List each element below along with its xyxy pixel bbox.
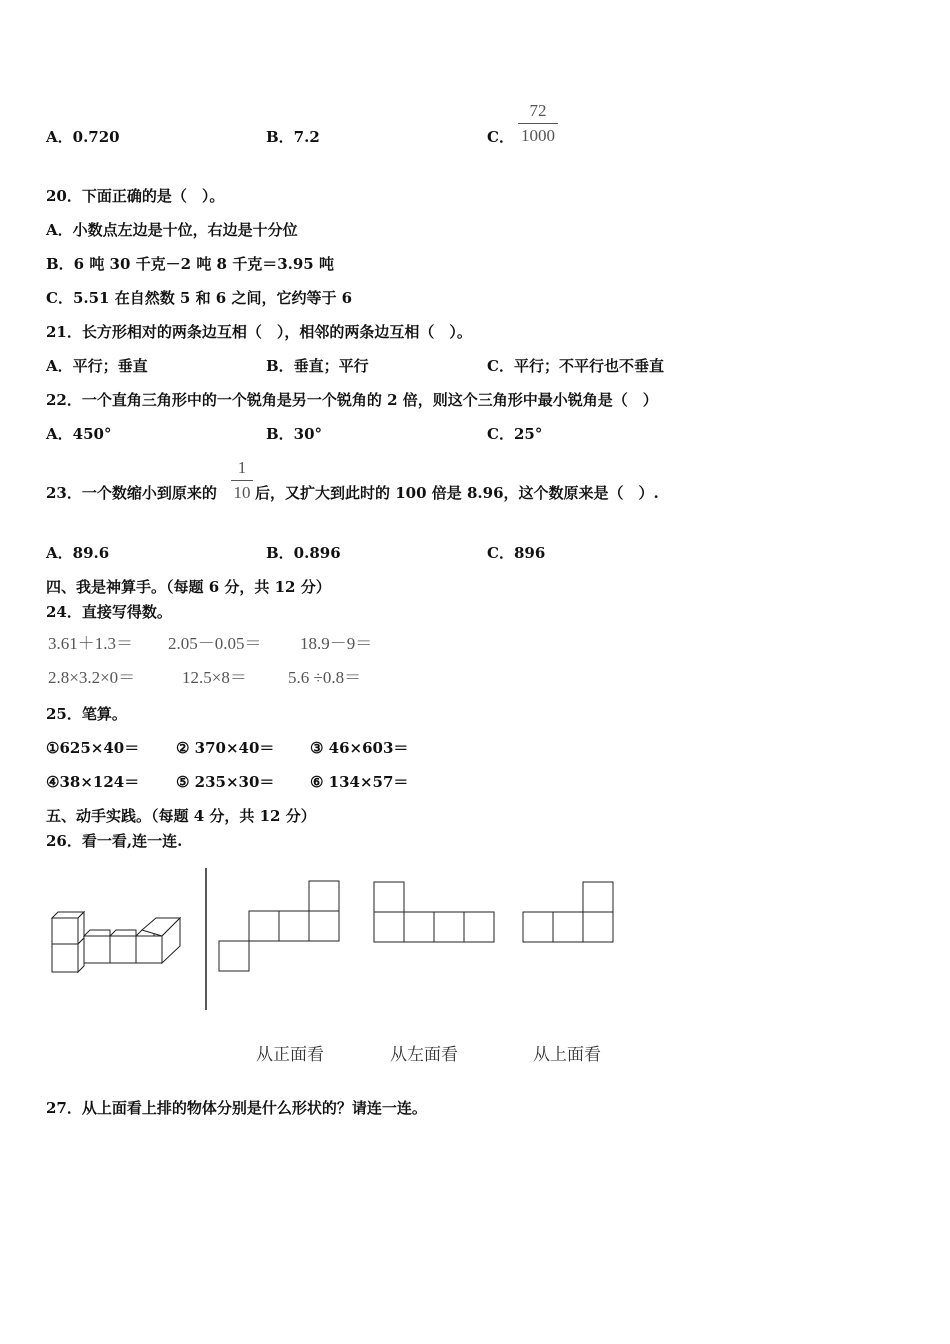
q20-stem: 20．下面正确的是（ ）。: [46, 187, 225, 205]
q22-stem: 22．一个直角三角形中的一个锐角是另一个锐角的 2 倍，则这个三角形中最小锐角是（ ）: [46, 391, 658, 409]
q23-fraction-numerator: 1: [237, 458, 247, 477]
q19-fraction: [518, 101, 558, 146]
q23-fraction-denominator: 10: [233, 483, 251, 502]
q23-option-c: C．896: [487, 544, 546, 562]
square: [309, 881, 339, 911]
q25-item-3: ③ 46×603＝: [310, 739, 409, 757]
q19-fraction-denominator: 1000: [521, 126, 555, 145]
q25-item-4: ④38×124＝: [46, 773, 140, 791]
q25-item-2: ② 370×40＝: [176, 739, 275, 757]
view-shape-2: [374, 882, 494, 942]
square: [434, 912, 464, 942]
q20-option-b: B．6 吨 30 千克－2 吨 8 千克＝3.95 吨: [46, 255, 334, 273]
q24-stem: 24．直接写得数。: [46, 603, 172, 621]
cube-stack-3d: [52, 912, 180, 972]
q24-item-4: 2.8×3.2×0＝: [48, 668, 136, 687]
q24-item-2: 2.05－0.05＝: [168, 634, 262, 653]
q21-option-c: C．平行；不平行也不垂直: [487, 357, 664, 375]
cube-face: [84, 936, 110, 963]
q21-option-a: A．平行；垂直: [46, 357, 148, 375]
view-label-front: 从正面看: [256, 1045, 324, 1065]
q22-option-a: A．450°: [46, 425, 112, 443]
q24-item-1: 3.61＋1.3＝: [48, 634, 133, 653]
q25-stem: 25．笔算。: [46, 705, 127, 723]
q25-item-1: ①625×40＝: [46, 739, 140, 757]
q19-option-a: A．0.720: [46, 128, 120, 146]
square: [553, 912, 583, 942]
q20-option-c: C．5.51 在自然数 5 和 6 之间，它约等于 6: [46, 289, 353, 307]
square: [374, 912, 404, 942]
square: [374, 882, 404, 912]
q19-option-c: C．: [487, 128, 514, 146]
cube-face: [136, 936, 162, 963]
view-shape-3: [523, 882, 613, 942]
q23-stem-post: 后，又扩大到此时的 100 倍是 8.96，这个数原来是（ ）.: [255, 484, 659, 502]
q27-stem: 27．从上面看上排的物体分别是什么形状的？请连一连。: [46, 1099, 427, 1117]
section4-title: 四、我是神算手。（每题 6 分，共 12 分）: [46, 578, 331, 596]
section5-title: 五、动手实践。（每题 4 分，共 12 分）: [46, 807, 316, 825]
q21-stem: 21．长方形相对的两条边互相（ ），相邻的两条边互相（ ）。: [46, 323, 472, 341]
q23-fraction: [231, 458, 253, 503]
q24-item-5: 12.5×8＝: [182, 668, 247, 687]
view-shape-1: [219, 881, 339, 971]
view-label-left: 从左面看: [390, 1045, 458, 1065]
q24-item-6: 5.6 ÷0.8＝: [288, 668, 362, 687]
q23-stem-pre: 23．一个数缩小到原来的: [46, 484, 217, 502]
view-label-top: 从上面看: [533, 1045, 601, 1065]
square: [279, 911, 309, 941]
square: [404, 912, 434, 942]
square: [464, 912, 494, 942]
q22-option-c: C．25°: [487, 425, 543, 443]
square: [583, 912, 613, 942]
cube-top: [84, 930, 110, 936]
q21-option-b: B．垂直；平行: [266, 357, 369, 375]
q25-item-5: ⑤ 235×30＝: [176, 773, 275, 791]
cube-face: [52, 918, 78, 944]
q22-option-b: B．30°: [266, 425, 323, 443]
q23-option-b: B．0.896: [266, 544, 341, 562]
square: [219, 941, 249, 971]
cube-top: [110, 930, 136, 936]
q19-fraction-numerator: 72: [529, 101, 547, 120]
q26-stem: 26．看一看,连一连.: [46, 832, 183, 850]
square: [309, 911, 339, 941]
square: [583, 882, 613, 912]
q25-item-6: ⑥ 134×57＝: [310, 773, 409, 791]
q19-option-b: B．7.2: [266, 128, 320, 146]
fraction-bar: [231, 480, 253, 481]
q26-figure: [0, 860, 640, 1020]
cube-face: [52, 944, 78, 972]
q20-option-a: A．小数点左边是十位，右边是十分位: [46, 221, 298, 239]
q24-item-3: 18.9－9＝: [300, 634, 373, 653]
square: [523, 912, 553, 942]
q23-option-a: A．89.6: [46, 544, 110, 562]
fraction-bar: [518, 123, 558, 124]
cube-side: [78, 938, 84, 972]
square: [249, 911, 279, 941]
cube-face: [110, 936, 136, 963]
